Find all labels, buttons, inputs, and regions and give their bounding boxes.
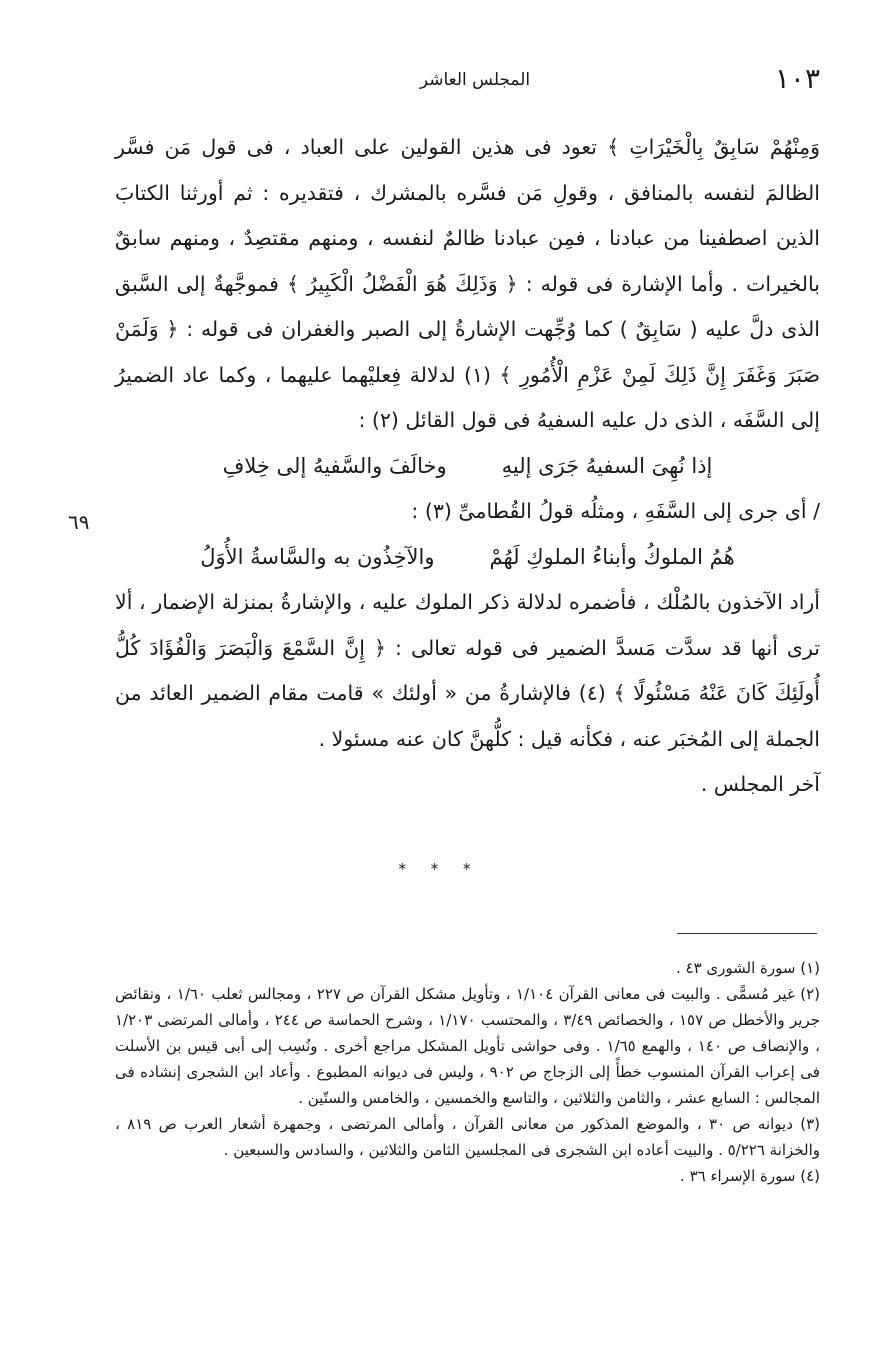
paragraph: أراد الآخذون بالمُلْك ، فأضمره لدلالة ذكر الملوك عليه ، والإشارةُ بمنزلة الإضمار ، ألا ترى أنها قد سدَّت مَسدَّ الضمير فى قوله تعالى : ﴿ إِنَّ السَّمْعَ وَالْبَصَرَ وَالْفُؤَادَ كُلُّ أُولَئِكَ كَانَ عَنْهُ مَسْئُولًا ﴾ (٤) فالإشارةُ من « أولئك » قامت مقام الضمير العائد من الجملة إلى المُخبَر عنه ، فكأنه قيل : كلُّهنَّ كان عنه مسئولا .: [115, 590, 820, 751]
verse-first-hemistich: هُمُ الملوكُ وأبناءُ الملوكِ لَهُمْ: [489, 544, 735, 569]
paragraph: / أى جرى إلى السَّفَهِ ، ومثلُه قولُ القُطامىِّ (٣) :: [411, 499, 820, 523]
footnote: (١) سورة الشورى ٤٣ .: [675, 959, 820, 977]
closing-line: آخر المجلس .: [700, 772, 820, 796]
running-title: المجلس العاشر: [419, 70, 531, 90]
margin-page-reference: ٦٩: [68, 510, 90, 534]
footnote: (٣) ديوانه ص ٣٠ ، والموضع المذكور من معانى القرآن ، وأمالى المرتضى ، وجمهرة أشعار العرب ص ٨١٩ ، والخزانة ٥/٢٢٦ . والبيت أعاده ابن الشجرى فى المجلسين الثامن والثلاثين ، والسادس والسبعين .: [115, 1115, 821, 1159]
section-separator: * * *: [398, 860, 481, 878]
main-text: [115, 125, 820, 808]
footnotes: [115, 955, 820, 1189]
footnote: (٢) غير مُسمًّى . والبيت فى معانى القرآن ١/١٠٤ ، وتأويل مشكل القرآن ص ٢٢٧ ، ومجالس ثعلب ١/٦٠ ، ونقائض جرير والأخطل ص ١٥٧ ، والخصائص ٣/٤٩ ، والمحتسب ١/١٧٠ ، وشرح الحماسة ص ٢٤٤ ، وأمالى المرتضى ١/٢٠٣ ، والإنصاف ص ١٤٠ ، والهمع ١/٦٥ . وفى حواشى تأويل المشكل مراجع أخرى . ونُسِب إلى أبى قيس بن الأسلت فى إعراب القرآن المنسوب خطأً إلى الزجاج ص ٩٠٢ ، وليس فى ديوانه المطبوع . وأعاد ابن الشجرى إنشاده فى المجالس : السابع عشر ، والثامن والثلاثين ، والتاسع والخمسين ، والخامس والستّين .: [115, 985, 820, 1107]
page-header: [130, 62, 820, 102]
footnote-divider: [677, 933, 817, 934]
poetry-verse: [115, 444, 820, 490]
footnote: (٤) سورة الإسراء ٣٦ .: [680, 1167, 820, 1185]
verse-second-hemistich: وخالَفَ والسَّفيهُ إلى خِلافِ: [222, 453, 447, 478]
poetry-verse: [115, 535, 820, 581]
page-number: ١٠٣: [774, 62, 820, 95]
paragraph: وَمِنْهُمْ سَابِقٌ بِالْخَيْرَاتِ ﴾ تعود فى هذين القولين على العباد ، فى قول مَن فسَّر الظالمَ لنفسه بالمنافق ، وقولِ مَن فسَّره بالمشرك ، فتقديره : ثم أورثنا الكتابَ الذين اصطفينا من عبادنا ، فمِن عبادنا ظالمٌ لنفسه ، ومنهم مقتصِدٌ ، ومنهم سابقٌ بالخيرات . وأما الإشارة فى قوله : ﴿ وَذَلِكَ هُوَ الْفَضْلُ الْكَبِيرُ ﴾ فموجَّهةٌ إلى السَّبق الذى دلَّ عليه ( سَابِقٌ ) كما وُجِّهت الإشارةُ إلى الصبر والغفران فى قوله : ﴿ وَلَمَنْ صَبَرَ وَغَفَرَ إِنَّ ذَلِكَ لَمِنْ عَزْمِ الْأُمُورِ ﴾ (١) لدلالة فِعليْهما عليهما ، وكما عاد الضميرُ إلى السَّفَه ، الذى دل عليه السفيهُ فى قول القائل (٢) :: [115, 135, 820, 432]
verse-second-hemistich: والآخِذُون به والسَّاسةُ الأُوَلُ: [200, 544, 435, 569]
verse-first-hemistich: إذا نُهِىَ السفيهُ جَرَى إليهِ: [501, 453, 713, 478]
